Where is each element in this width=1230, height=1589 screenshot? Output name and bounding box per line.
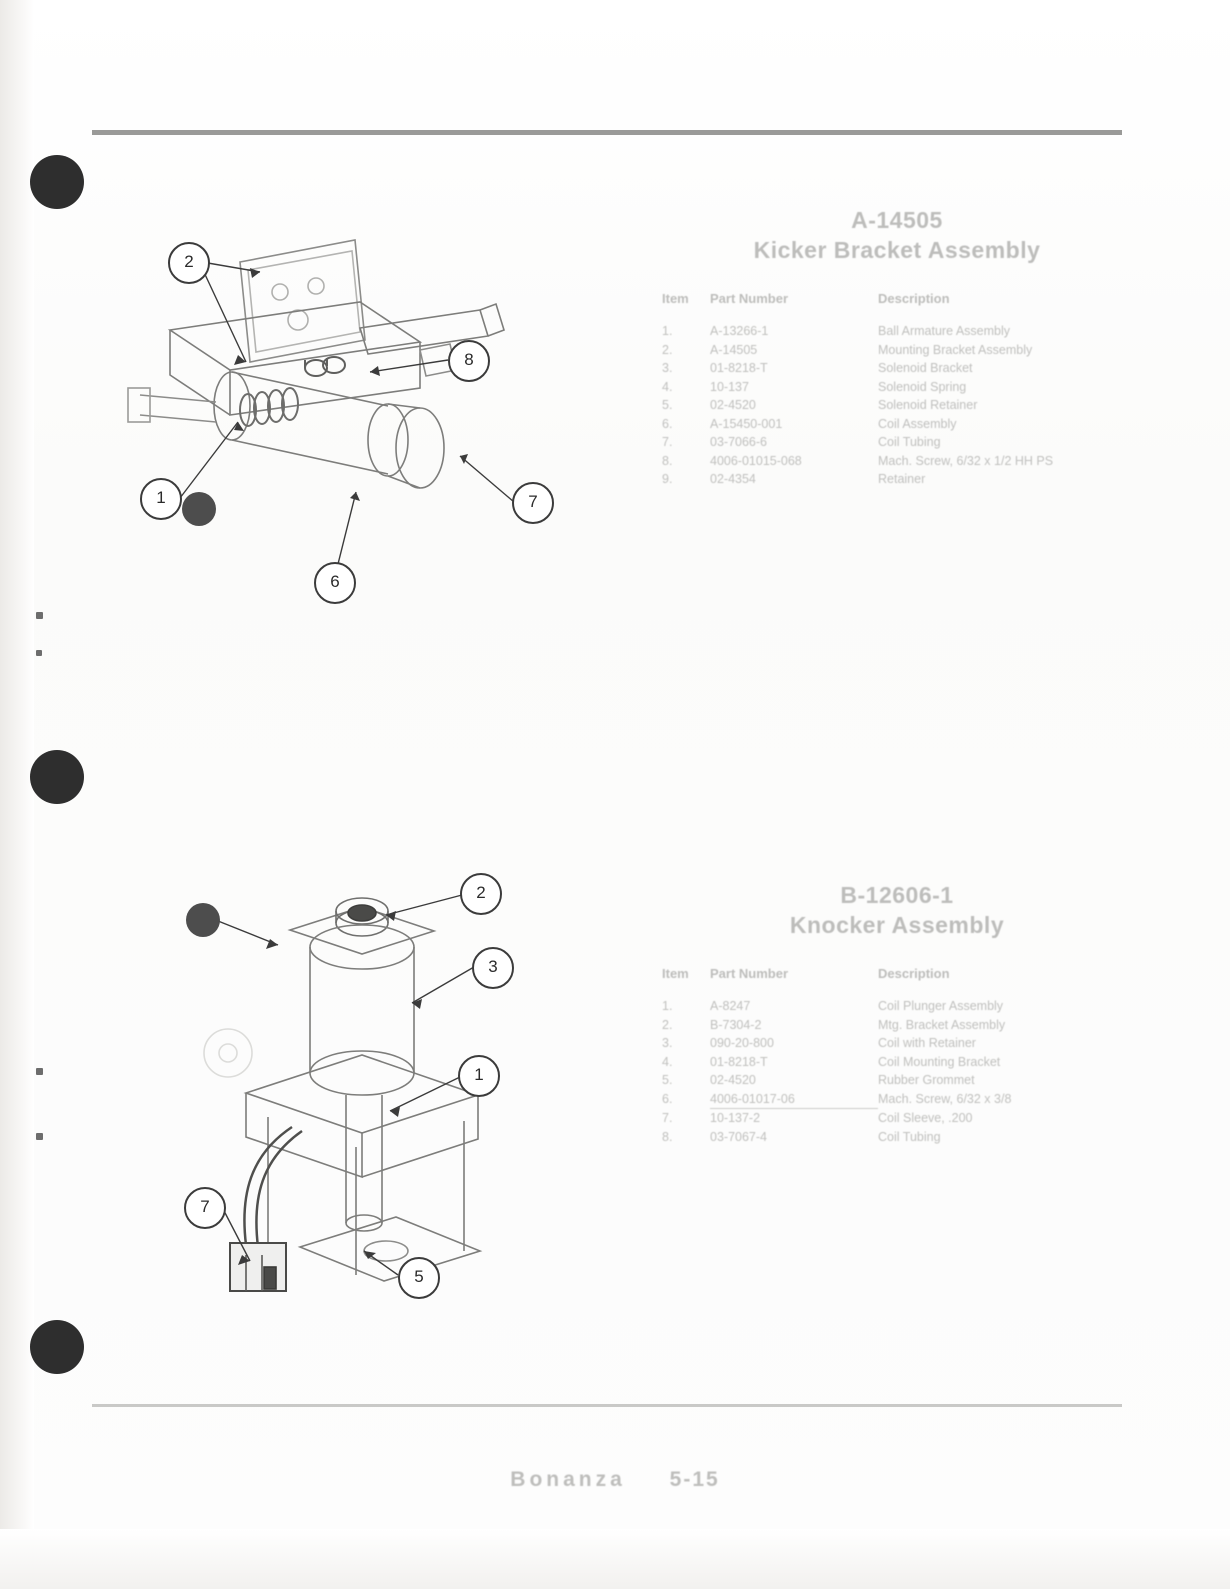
table-row: [662, 396, 1132, 415]
table-row: [662, 1034, 1132, 1053]
callout-3[interactable]: 3: [472, 947, 514, 989]
cell-part: 090-20-800: [710, 1036, 774, 1050]
callout-7[interactable]: 7: [184, 1187, 226, 1229]
cell-part: 03-7066-6: [710, 435, 767, 449]
edge-mark: [36, 1068, 43, 1075]
cell-item: 6.: [662, 1091, 673, 1106]
cell-item: 1.: [662, 324, 673, 338]
callout-2[interactable]: 2: [460, 873, 502, 915]
ink-blob: [186, 903, 220, 937]
cell-description: Coil Sleeve, .200: [878, 1111, 973, 1125]
cell-item: 4.: [662, 379, 673, 394]
table-row: [662, 1071, 1132, 1090]
callout-1[interactable]: 1: [140, 478, 182, 520]
cell-part: A-14505: [710, 342, 758, 357]
header-rule: [92, 130, 1122, 135]
column-header-item: Item: [662, 966, 689, 981]
cell-part: 02-4520: [710, 1073, 756, 1087]
cell-description: Mach. Screw, 6/32 x 1/2 HH PS: [878, 453, 1054, 468]
cell-description: Coil Mounting Bracket: [878, 1054, 1001, 1069]
parts-list-title-text: Kicker Bracket Assembly: [753, 237, 1041, 263]
parts-list-title-text: Knocker Assembly: [789, 912, 1005, 938]
table-row: [662, 322, 1132, 341]
page-left-edge-shadow: [0, 0, 34, 1589]
parts-list-kicker-bracket: [662, 205, 1132, 489]
table-row: [662, 433, 1132, 452]
cell-description: Mtg. Bracket Assembly: [878, 1017, 1006, 1032]
parts-list-title-number: B-12606-1: [840, 882, 954, 908]
column-header-description: Description: [878, 291, 950, 306]
cell-item: 2.: [662, 342, 673, 357]
column-header-part: Part Number: [710, 291, 789, 306]
cell-part: 02-4520: [710, 398, 756, 412]
parts-list-knocker: [662, 880, 1132, 1146]
cell-item: 7.: [662, 435, 673, 449]
binder-hole: [30, 750, 84, 804]
cell-description: Solenoid Retainer: [878, 398, 978, 412]
callout-7[interactable]: 7: [512, 482, 554, 524]
column-header-item: Item: [662, 291, 689, 306]
binder-hole: [30, 1320, 84, 1374]
table-row: [662, 378, 1132, 397]
cell-item: 2.: [662, 1017, 673, 1032]
parts-list-rows: [662, 322, 1132, 489]
column-header-part: Part Number: [710, 966, 789, 981]
table-row: [662, 997, 1132, 1016]
cell-description: Coil Tubing: [878, 435, 941, 449]
footer-page-number: 5-15: [669, 1468, 720, 1491]
callout-8[interactable]: 8: [448, 340, 490, 382]
callout-1[interactable]: 1: [458, 1055, 500, 1097]
cell-item: 3.: [662, 361, 673, 375]
cell-description: Mounting Bracket Assembly: [878, 342, 1033, 357]
footer-rule: [92, 1404, 1122, 1407]
cell-part: A-13266-1: [710, 324, 769, 338]
cell-item: 5.: [662, 398, 673, 412]
table-row: [662, 1109, 1132, 1128]
cell-part: 01-8218-T: [710, 1054, 768, 1069]
cell-item: 3.: [662, 1036, 673, 1050]
page-footer: [0, 1468, 1230, 1492]
parts-list-rows: [662, 997, 1132, 1146]
cell-description: Coil Tubing: [878, 1129, 941, 1144]
cell-part: 10-137: [710, 379, 749, 394]
table-row: [662, 470, 1132, 489]
cell-description: Coil Plunger Assembly: [878, 999, 1004, 1013]
edge-mark: [36, 1133, 43, 1140]
page-bottom-edge-shadow: [0, 1529, 1230, 1589]
cell-item: 8.: [662, 453, 673, 468]
cell-part: A-8247: [710, 999, 751, 1013]
footer-title: Bonanza: [510, 1468, 626, 1491]
cell-item: 5.: [662, 1073, 673, 1087]
callout-2[interactable]: 2: [168, 242, 210, 284]
table-row: [662, 359, 1132, 378]
table-row: [662, 1016, 1132, 1035]
callout-5[interactable]: 5: [398, 1257, 440, 1299]
column-header-description: Description: [878, 966, 950, 981]
cell-item: 1.: [662, 999, 673, 1013]
cell-description: Rubber Grommet: [878, 1073, 975, 1087]
cell-part: A-15450-001: [710, 416, 783, 431]
cell-description: Solenoid Spring: [878, 379, 967, 394]
cell-item: 9.: [662, 472, 673, 486]
parts-list-header: [662, 966, 1132, 981]
cell-description: Mach. Screw, 6/32 x 3/8: [878, 1091, 1012, 1106]
table-row: [662, 1128, 1132, 1147]
cell-item: 4.: [662, 1054, 673, 1069]
cell-item: 6.: [662, 416, 673, 431]
table-row: [662, 341, 1132, 360]
cell-description: Retainer: [878, 472, 926, 486]
cell-part: 01-8218-T: [710, 361, 768, 375]
figure-knocker-assembly: [150, 855, 570, 1315]
table-row: [662, 452, 1132, 471]
edge-mark: [36, 612, 43, 619]
parts-list-header: [662, 291, 1132, 306]
figure-kicker-bracket: [120, 210, 590, 630]
cell-part: B-7304-2: [710, 1017, 762, 1032]
cell-description: Ball Armature Assembly: [878, 324, 1010, 338]
callout-6[interactable]: 6: [314, 562, 356, 604]
ink-blob: [182, 492, 216, 526]
binder-hole: [30, 155, 84, 209]
cell-part: 03-7067-4: [710, 1129, 767, 1144]
cell-description: Coil with Retainer: [878, 1036, 976, 1050]
table-row: [662, 415, 1132, 434]
cell-description: Coil Assembly: [878, 416, 957, 431]
cell-description: Solenoid Bracket: [878, 361, 973, 375]
cell-item: 7.: [662, 1111, 673, 1125]
table-row: [662, 1053, 1132, 1072]
cell-part: 10-137-2: [710, 1111, 761, 1125]
cell-part: 4006-01015-068: [710, 453, 802, 468]
edge-mark: [36, 650, 42, 656]
cell-item: 8.: [662, 1129, 673, 1144]
cell-part: 4006-01017-06: [710, 1090, 878, 1110]
table-row: [662, 1090, 1132, 1110]
parts-list-title-number: A-14505: [851, 207, 943, 233]
cell-part: 02-4354: [710, 472, 756, 486]
